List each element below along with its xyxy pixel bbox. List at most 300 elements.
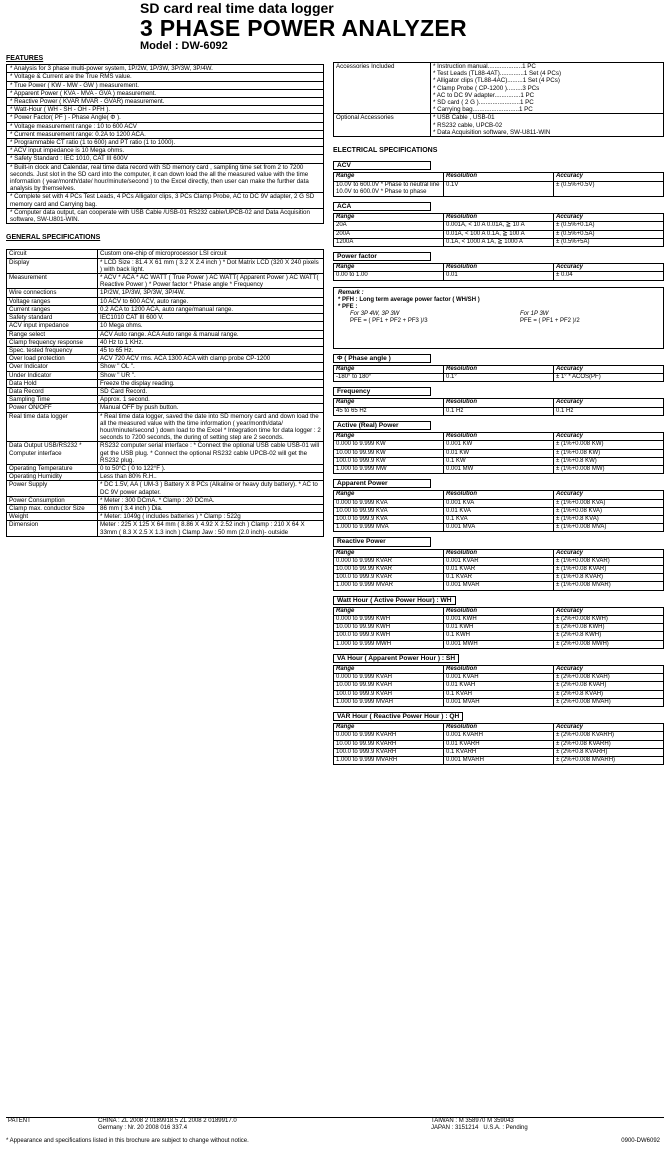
table-row [334, 457, 664, 465]
table-cell: ± (1%+0.08 KVA) [554, 507, 664, 515]
column-header: Accuracy [554, 214, 664, 222]
spec-row [7, 330, 324, 338]
spec-value: 0 to 50°C ( 0 to 122°F ). [98, 464, 324, 472]
table-row [334, 624, 664, 632]
spec-value: 45 to 65 Hz. [98, 346, 324, 354]
patent-taiwan: TAIWAN : M 358970 M 359043 [431, 1118, 514, 1124]
table-header-row [334, 724, 664, 732]
column-header: Resolution [444, 365, 554, 373]
column-header: Accuracy [554, 264, 664, 272]
table-cell: 0.01 KW [444, 449, 554, 457]
feature-item: * True Power ( KW - MW - GW ) measurement. [7, 81, 324, 89]
feature-row [7, 89, 324, 97]
section-title: VAR Hour ( Reactive Power Hour ) : QH [333, 712, 463, 721]
table-row [334, 230, 664, 238]
spec-section-freq [333, 382, 664, 416]
spec-value: RS232 computer serial interface : * Connect the optional USB cable USB-01 will get the USB plug. * Connect the optional RS232 cable UPCB-02 will get the RS232 plug. [98, 442, 324, 465]
spec-row [7, 464, 324, 472]
table-cell: ± (1%+0.08 KW) [554, 449, 664, 457]
remark-label-1p: For 1P 3W [520, 310, 549, 317]
feature-row [7, 81, 324, 89]
table-header-row [334, 399, 664, 407]
spec-key: Real time data logger [7, 412, 98, 442]
table-cell: 0.000 to 9.999 KVA [334, 499, 444, 507]
column-header: Accuracy [554, 433, 664, 441]
patent-germany: Germany : Nr. 20 2008 016 337.4 [98, 1125, 188, 1131]
spec-row [7, 371, 324, 379]
spec-key: Dimension [7, 521, 98, 536]
electrical-specs [333, 156, 664, 765]
spec-value: ACV Auto range. ACA Auto range & manual range. [98, 330, 324, 338]
spec-key: ACV input impedance [7, 322, 98, 330]
column-header: Resolution [444, 399, 554, 407]
table-cell: 0.1A, < 1000 A 1A, ≧ 1000 A [444, 238, 554, 246]
table-cell: ± (2%+0.008 MWH) [554, 640, 664, 648]
table-header-row [334, 549, 664, 557]
table-row [334, 465, 664, 473]
table-cell: 0.001 KVARH [444, 732, 554, 740]
table-cell: ± (2%+0.008 MVARH) [554, 757, 664, 765]
spec-value: 40 Hz to 1 KHz. [98, 338, 324, 346]
spec-row [7, 473, 324, 481]
spec-value: 0.2 ACA to 1200 ACA, auto range/manual range. [98, 305, 324, 313]
table-cell: 0.001 MVARH [444, 757, 554, 765]
spec-row [7, 258, 324, 273]
table-cell: ± (2%+0.8 KWH) [554, 632, 664, 640]
spec-row [7, 363, 324, 371]
accessory-item: * Instruction manual....................1 PC [433, 63, 536, 70]
accessories-row [334, 63, 664, 114]
table-row [334, 698, 664, 706]
spec-table-reactive [333, 549, 664, 591]
feature-row [7, 163, 324, 193]
table-cell: 0.1° [444, 374, 554, 382]
table-cell: 0.1 KVAR [444, 574, 554, 582]
spec-value: Freeze the display reading. [98, 379, 324, 387]
spec-key: Power Supply [7, 481, 98, 496]
general-spec-table [6, 249, 324, 536]
table-cell: ± 0.04 [554, 272, 664, 280]
remark-formula-3p: PFE = ( PF1 + PF2 + PF3 )/3 [350, 317, 428, 324]
accessory-item: * Test Leads (TL88-4AT)..............1 Set (4 PCs) [433, 70, 562, 78]
spec-row [7, 274, 324, 289]
spec-value: 10 Mega ohms. [98, 322, 324, 330]
spec-section-aca [333, 197, 664, 247]
table-cell: 1.000 to 9.999 MVA [334, 524, 444, 532]
spec-row [7, 481, 324, 496]
spec-value: ACV 720 ACV rms. ACA 1300 ACA with clamp probe CP-1200 [98, 355, 324, 363]
table-cell: ± (1%+0.008 KW) [554, 441, 664, 449]
footer-patents [6, 1117, 664, 1132]
table-header-row [334, 365, 664, 373]
accessories-table [333, 62, 664, 137]
table-header-row [334, 173, 664, 181]
column-header: Range [334, 549, 444, 557]
spec-key: Data Hold [7, 379, 98, 387]
left-column [6, 55, 324, 537]
spec-key: Range select [7, 330, 98, 338]
accessories-list [431, 63, 664, 114]
spec-row [7, 338, 324, 346]
remark-box [333, 287, 664, 349]
remark-line-pfh: * PFH : Long term average power factor ( WH/SH ) [338, 296, 480, 303]
spec-row [7, 305, 324, 313]
table-cell: 0.001 MVA [444, 524, 554, 532]
table-row [334, 740, 664, 748]
section-title: ACV [333, 161, 431, 170]
feature-row [7, 155, 324, 163]
table-cell: 0.000 to 9.999 KVAH [334, 674, 444, 682]
section-title: Reactive Power [333, 537, 431, 546]
spec-row [7, 314, 324, 322]
spec-value: * DC 1.5V, AA ( UM-3 ) Battery X 8 PCs (Alkaline or heavy duty battery). * AC to DC 9V power adapter. [98, 481, 324, 496]
spec-row [7, 404, 324, 412]
spec-row [7, 297, 324, 305]
spec-section-vahour [333, 649, 664, 707]
table-cell: 1.000 to 9.999 MVAH [334, 698, 444, 706]
feature-item: * Analysis for 3 phase multi-power system, 1P/2W, 1P/3W, 3P/3W, 3P/4W. [7, 65, 324, 73]
optional-accessories-label: Optional Accessories [334, 114, 431, 137]
feature-row [7, 208, 324, 223]
table-cell: 0.1 KVAH [444, 690, 554, 698]
table-row [334, 640, 664, 648]
spec-value: Manual OFF by push button. [98, 404, 324, 412]
table-cell: 0.01 KVARH [444, 740, 554, 748]
column-header: Range [334, 724, 444, 732]
spec-value: Approx. 1 second. [98, 396, 324, 404]
column-header: Range [334, 491, 444, 499]
spec-value: 1P/2W, 1P/3W, 3P/3W, 3P/4W. [98, 289, 324, 297]
table-cell: 0.001 KW [444, 441, 554, 449]
spec-value: 86 mm ( 3.4 inch ) Dia. [98, 504, 324, 512]
spec-value: * Meter: 1049g ( includes batteries ) * Clamp : 522g [98, 513, 324, 521]
column-header: Accuracy [554, 665, 664, 673]
spec-key: Weight [7, 513, 98, 521]
spec-key: Sampling Time [7, 396, 98, 404]
right-column [333, 62, 664, 765]
table-header-row [334, 264, 664, 272]
table-cell: 0.01 KVA [444, 507, 554, 515]
table-cell: ± (1%+0.8 KVAR) [554, 574, 664, 582]
spec-row [7, 496, 324, 504]
spec-section-watthour [333, 591, 664, 649]
spec-row [7, 442, 324, 465]
spec-row [7, 250, 324, 258]
table-cell: 100.0 to 999.9 KVA [334, 515, 444, 523]
table-cell: 0.01 KVAR [444, 565, 554, 573]
table-cell: 0.1 Hz [554, 407, 664, 415]
spec-key: Voltage ranges [7, 297, 98, 305]
table-cell: 10.00 to 99.99 KW [334, 449, 444, 457]
feature-item: * Watt-Hour ( WH - SH - OH - PFH ). [7, 106, 324, 114]
feature-item: * Complete set with 4 PCs Test Leads, 4 PCs Alligator clips, 3 PCs Clamp Probe, AC to DC 9V adapter, 2 G SD memory card and Carrying bag. [7, 193, 324, 208]
accessory-item: * Clamp Probe ( CP-1200 ).........3 PCs [433, 84, 540, 92]
column-header: Range [334, 607, 444, 615]
spec-key: Data Record [7, 387, 98, 395]
spec-value: 10 ACV to 600 ACV, auto range. [98, 297, 324, 305]
spec-key: Operating Humidity [7, 473, 98, 481]
optional-accessory-item: * USB Cable , USB-01 [433, 114, 495, 122]
table-cell: ± (2%+0.8 KVAH) [554, 690, 664, 698]
table-cell: 1.000 to 9.999 MVARH [334, 757, 444, 765]
spec-value: Less than 80% R.H.. [98, 473, 324, 481]
table-cell: ± (2%+0.008 KWH) [554, 615, 664, 623]
table-row [334, 441, 664, 449]
table-cell: 0.001A, < 10 A 0.01A, ≧ 10 A [444, 222, 554, 230]
table-cell: ± (1%+0.008 MW) [554, 465, 664, 473]
table-cell: ± (0.5%+0.5V) [554, 181, 664, 196]
footer-note-row [6, 1138, 664, 1145]
feature-row [7, 122, 324, 130]
spec-row [7, 289, 324, 297]
table-header-row [334, 214, 664, 222]
general-spec-heading: GENERAL SPECIFICATIONS [6, 234, 101, 242]
section-title: Active (Real) Power [333, 421, 431, 430]
table-cell: 0.000 to 9.999 KVAR [334, 557, 444, 565]
table-cell: ± (2%+0.8 KVARH) [554, 748, 664, 756]
remark-title: Remark : [338, 289, 364, 296]
table-cell: ± (1%+0.8 KVA) [554, 515, 664, 523]
feature-row [7, 193, 324, 208]
table-row [334, 682, 664, 690]
spec-key: Power ON/OFF [7, 404, 98, 412]
table-cell: ± (0.5%+5A) [554, 238, 664, 246]
patent-japan: JAPAN : 3151214 [431, 1125, 479, 1131]
features-table [6, 64, 324, 224]
table-cell: 1.000 to 9.999 MW [334, 465, 444, 473]
table-row [334, 499, 664, 507]
spec-section-reactive [333, 532, 664, 590]
column-header: Accuracy [554, 173, 664, 181]
feature-item: * Apparent Power ( KVA - MVA - GVA ) measurement. [7, 89, 324, 97]
table-header-row [334, 607, 664, 615]
table-row [334, 582, 664, 590]
spec-key: Display [7, 258, 98, 273]
feature-item: * Current measurement range: 0.2A to 1200 ACA. [7, 130, 324, 138]
table-row [334, 407, 664, 415]
column-header: Resolution [444, 549, 554, 557]
table-header-row [334, 433, 664, 441]
table-cell: ± (2%+0.08 KWH) [554, 624, 664, 632]
spec-key: Over Indicator [7, 363, 98, 371]
remark-formulas [338, 318, 659, 325]
table-cell: 10.00 to 99.99 KWH [334, 624, 444, 632]
spec-section-pf [333, 247, 664, 281]
table-cell: 100.0 to 999.9 KWH [334, 632, 444, 640]
features-heading: FEATURES [6, 55, 44, 62]
section-title: Watt Hour ( Active Power Hour) : WH [333, 596, 456, 605]
spec-key: Wire connections [7, 289, 98, 297]
table-row [334, 748, 664, 756]
table-cell: 0.00 to 1.00 [334, 272, 444, 280]
table-cell: ± (2%+0.008 MVAH) [554, 698, 664, 706]
table-cell: 100.0 to 999.9 KVARH [334, 748, 444, 756]
spec-value: IEC1010 CAT III 600 V. [98, 314, 324, 322]
table-row [334, 557, 664, 565]
table-row [334, 674, 664, 682]
table-cell: 100.0 to 999.9 KVAH [334, 690, 444, 698]
table-cell: 0.1V [444, 181, 554, 196]
table-cell: 0.01 [444, 272, 554, 280]
spec-key: Power Consumption [7, 496, 98, 504]
table-cell: ± 1° * ACOS(PF) [554, 374, 664, 382]
spec-table-watthour [333, 607, 664, 649]
table-row [334, 757, 664, 765]
feature-item: * Computer data output, can cooperate with USB Cable /USB-01 RS232 cable/UPCB-02 and Data Acquisition software, SW-U801-WIN. [7, 208, 324, 223]
table-cell: 0.000 to 9.999 KVARH [334, 732, 444, 740]
accessory-item: * Carrying bag...........................1 PC [433, 106, 533, 114]
spec-table-aca [333, 213, 664, 247]
column-header: Resolution [444, 214, 554, 222]
feature-item: * Power Factor( PF ) - Phase Angle( Φ ). [7, 114, 324, 122]
table-cell: 0.01 KWH [444, 624, 554, 632]
patent-china: CHINA : ZL 2008 2 0189918.5 ZL 2008 2 0189917.0 [98, 1118, 237, 1124]
spec-section-acv [333, 156, 664, 197]
column-header: Resolution [444, 607, 554, 615]
column-header: Range [334, 433, 444, 441]
table-cell: ± (2%+0.008 KVAH) [554, 674, 664, 682]
table-cell: 0.000 to 9.999 KW [334, 441, 444, 449]
spec-key: Over load protection [7, 355, 98, 363]
accessory-item: * AC to DC 9V adapter...............1 PC [433, 91, 535, 99]
spec-value: Show " OL ". [98, 363, 324, 371]
optional-accessory-item: * RS232 cable, UPCB-02 [433, 121, 503, 129]
column-header: Accuracy [554, 491, 664, 499]
column-header: Accuracy [554, 365, 664, 373]
remark-formula-1p: PFE = ( PF1 + PF2 )/2 [520, 317, 580, 324]
section-title: ACA [333, 202, 431, 211]
patent-label: PATENT [8, 1118, 31, 1124]
accessory-item: * Alligator clips (TL88-4AC).........1 Set (4 PCs) [433, 77, 560, 85]
table-header-row [334, 491, 664, 499]
table-cell: ± (2%+0.08 KVAH) [554, 682, 664, 690]
section-title: Φ ( Phase angle ) [333, 354, 431, 363]
spec-row [7, 322, 324, 330]
table-row [334, 524, 664, 532]
spec-table-active [333, 432, 664, 474]
table-row [334, 181, 664, 196]
spec-value: * Real time data logger, saved the date into SD memory card and down load the all the measured value with the time information ( year/month/data/ hour/minute/second ) down load to the Excel * Integration time for data logger : 2 seconds to 7200 seconds, the during of setting step are 2 seconds. [98, 412, 324, 442]
table-cell: 1.000 to 9.999 MVAR [334, 582, 444, 590]
accessories-label: Accessories Included [334, 63, 431, 114]
table-row [334, 565, 664, 573]
spec-value: * LCD Size : 81.4 X 61 mm ( 3.2 X 2.4 inch ) * Dot Matrix LCD (320 X 240 pixels ) with back light. [98, 258, 324, 273]
spec-table-freq [333, 398, 664, 415]
table-row [334, 690, 664, 698]
table-row [334, 238, 664, 246]
table-row [334, 615, 664, 623]
optional-accessory-item: * Data Acquisition software, SW-U811-WIN [433, 128, 551, 136]
spec-table-pf [333, 263, 664, 280]
section-title: Apparent Power [333, 479, 431, 488]
spec-row [7, 379, 324, 387]
table-row [334, 515, 664, 523]
table-row [334, 272, 664, 280]
column-header: Range [334, 214, 444, 222]
table-row [334, 507, 664, 515]
table-cell: 200A [334, 230, 444, 238]
spec-key: Clamp frequency response [7, 338, 98, 346]
table-cell: 0.01A, < 100 A 0.1A, ≧ 100 A [444, 230, 554, 238]
feature-row [7, 147, 324, 155]
spec-table-acv [333, 172, 664, 197]
column-header: Resolution [444, 491, 554, 499]
table-cell: ± (1%+0.8 KW) [554, 457, 664, 465]
table-cell: 1200A [334, 238, 444, 246]
table-cell: 0.001 MVAR [444, 582, 554, 590]
column-header: Resolution [444, 665, 554, 673]
table-cell: ± (1%+0.008 MVAR) [554, 582, 664, 590]
feature-row [7, 106, 324, 114]
feature-row [7, 98, 324, 106]
table-cell: ± (1%+0.008 MVA) [554, 524, 664, 532]
table-row [334, 632, 664, 640]
section-title: Power factor [333, 252, 431, 261]
feature-row [7, 114, 324, 122]
spec-row [7, 412, 324, 442]
feature-item: * Reactive Power ( KVAR MVAR - GVAR) measurement. [7, 98, 324, 106]
patent-table [6, 1118, 664, 1132]
table-cell: 45 to 65 Hz [334, 407, 444, 415]
optional-accessories-row [334, 114, 664, 137]
optional-accessories-list [431, 114, 664, 137]
table-cell: 100.0 to 999.9 KVAR [334, 574, 444, 582]
table-cell: 0.001 MVAH [444, 698, 554, 706]
spec-value: Custom one-chip of microprocessor LSI circuit [98, 250, 324, 258]
spec-row [7, 513, 324, 521]
spec-section-active [333, 416, 664, 474]
table-cell: 0.000 to 9.999 KWH [334, 615, 444, 623]
spec-key: Data Output USB/RS232 * Computer interface [7, 442, 98, 465]
table-cell: 1.000 to 9.999 MWH [334, 640, 444, 648]
feature-item: * Voltage & Current are the True RMS value. [7, 73, 324, 81]
table-cell: 0.001 KVAR [444, 557, 554, 565]
spec-value: * Meter : 300 DCmA. * Clamp : 20 DCmA. [98, 496, 324, 504]
spec-table-vahour [333, 665, 664, 707]
table-cell: 100.0 to 999.9 KW [334, 457, 444, 465]
table-cell: 10.0V to 600.0V * Phase to neutral line 10.0V to 600.0V * Phase to phase [334, 181, 444, 196]
feature-row [7, 65, 324, 73]
table-cell: 0.001 KVA [444, 499, 554, 507]
column-header: Range [334, 365, 444, 373]
column-header: Accuracy [554, 607, 664, 615]
header-subtitle: SD card real time data logger [140, 0, 334, 16]
spec-row [7, 521, 324, 536]
table-cell: 0.1 KW [444, 457, 554, 465]
spec-value: Show " UR ". [98, 371, 324, 379]
section-title: Frequency [333, 387, 431, 396]
spec-row [7, 396, 324, 404]
accessory-item: * SD card ( 2 G )........................1 PC [433, 99, 534, 107]
spec-row [7, 504, 324, 512]
column-header: Range [334, 399, 444, 407]
patent-usa: U.S.A. : Pending [483, 1125, 528, 1131]
table-cell: -180° to 180° [334, 374, 444, 382]
electrical-heading: ELECTRICAL SPECIFICATIONS [333, 147, 438, 155]
header-model: Model : DW-6092 [140, 40, 228, 52]
table-row [334, 222, 664, 230]
spec-value: * ACV * ACA * AC WATT ( True Power ) AC WATT( Apparent Power ) AC WATT( Reactive Power ) * Power factor * Phase angle * Frequency [98, 274, 324, 289]
table-cell: 0.1 KVA [444, 515, 554, 523]
table-cell: 10.00 to 99.99 KVARH [334, 740, 444, 748]
spec-key: Under Indicator [7, 371, 98, 379]
column-header: Resolution [444, 433, 554, 441]
spec-section-apparent [333, 474, 664, 532]
feature-item: * Safety Standard : IEC 1010, CAT III 600V [7, 155, 324, 163]
column-header: Resolution [444, 724, 554, 732]
column-header: Resolution [444, 173, 554, 181]
table-cell: 0.1 Hz [444, 407, 554, 415]
